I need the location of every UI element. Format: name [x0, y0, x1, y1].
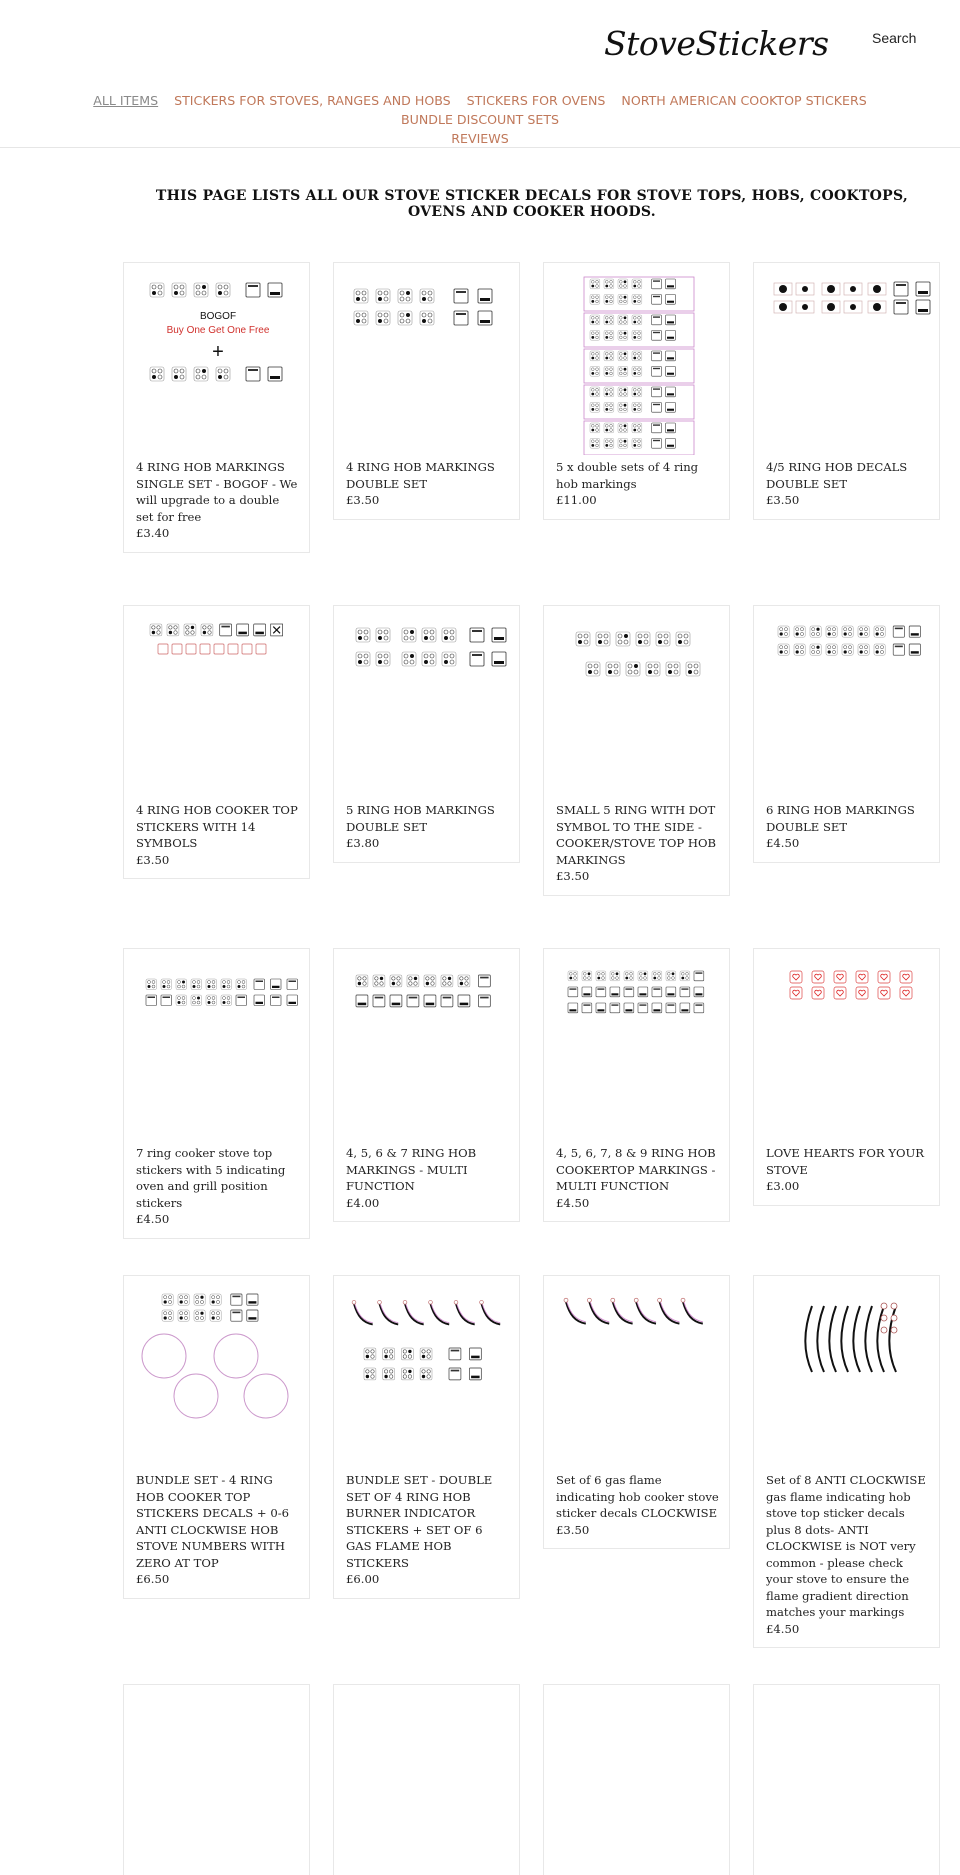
product-card[interactable] — [123, 948, 310, 1239]
product-title[interactable]: 4/5 RING HOB DECALS DOUBLE SET — [766, 460, 908, 491]
product-title[interactable]: 4 RING HOB COOKER TOP STICKERS WITH 14 SYMBOLS — [136, 803, 298, 850]
product-title[interactable]: 7 ring cooker stove top stickers with 5 indicating oven and grill position stickers — [136, 1146, 286, 1210]
product-card[interactable] — [123, 1684, 310, 1875]
site-logo[interactable]: StoveStickers — [604, 24, 829, 63]
product-title[interactable]: 5 x double sets of 4 ring hob markings — [556, 460, 699, 491]
product-title[interactable]: 6 RING HOB MARKINGS DOUBLE SET — [766, 803, 915, 834]
product-price: £4.50 — [766, 836, 800, 850]
product-price: £6.00 — [346, 1572, 380, 1586]
product-card[interactable] — [543, 262, 730, 520]
product-image[interactable] — [334, 606, 519, 802]
product-card[interactable] — [543, 605, 730, 896]
product-title[interactable]: 4, 5, 6 & 7 RING HOB MARKINGS - MULTI FUNCTION — [346, 1146, 477, 1193]
bogof-label: BOGOF — [199, 311, 237, 322]
product-price: £3.50 — [556, 1522, 590, 1537]
product-image[interactable] — [544, 606, 729, 802]
product-title[interactable]: 4 RING HOB MARKINGS SINGLE SET - BOGOF - We will upgrade to a double set for free — [136, 460, 298, 524]
product-image[interactable] — [124, 606, 309, 802]
product-card[interactable] — [333, 948, 520, 1222]
product-price: £4.00 — [346, 1195, 380, 1210]
nav-item-north-american-cooktop[interactable]: NORTH AMERICAN COOKTOP STICKERS — [621, 93, 867, 108]
site-header — [0, 0, 960, 148]
nav-item-all-items[interactable]: ALL ITEMS — [93, 93, 159, 108]
nav-item-bundle-discount-sets[interactable]: BUNDLE DISCOUNT SETS — [400, 112, 560, 127]
product-card[interactable] — [543, 1275, 730, 1549]
search-link[interactable]: Search — [872, 30, 917, 46]
product-image[interactable] — [334, 949, 519, 1145]
product-card[interactable] — [123, 262, 310, 553]
product-price: £3.80 — [346, 836, 380, 850]
product-image[interactable] — [544, 263, 729, 459]
product-card[interactable] — [753, 1684, 940, 1875]
bogof-subtitle: Buy One Get One Free — [166, 325, 270, 336]
product-card[interactable] — [123, 605, 310, 879]
product-price: £11.00 — [556, 493, 597, 507]
product-card[interactable] — [753, 1275, 940, 1648]
product-price: £4.50 — [136, 1212, 170, 1226]
product-card[interactable] — [753, 262, 940, 520]
product-price: £3.50 — [766, 493, 800, 507]
product-image[interactable] — [124, 1276, 309, 1472]
product-title[interactable]: BUNDLE SET - 4 RING HOB COOKER TOP STICKERS DECALS + 0-6 ANTI CLOCKWISE HOB STOVE NUMBERS WITH ZERO AT TOP — [136, 1473, 290, 1570]
product-card[interactable] — [123, 1275, 310, 1599]
product-price: £4.50 — [766, 1621, 800, 1636]
product-card[interactable] — [543, 948, 730, 1222]
product-card[interactable] — [753, 948, 940, 1206]
product-title[interactable]: 4 RING HOB MARKINGS DOUBLE SET — [346, 460, 495, 491]
product-card[interactable] — [333, 1684, 520, 1875]
nav-item-stoves-ranges-hobs[interactable]: STICKERS FOR STOVES, RANGES AND HOBS — [174, 93, 451, 108]
page-intro: THIS PAGE LISTS ALL OUR STOVE STICKER DECALS FOR STOVE TOPS, HOBS, COOKTOPS, OVENS AND COOKER HOODS. — [155, 188, 909, 220]
product-price: £3.40 — [136, 526, 170, 540]
product-card[interactable] — [753, 605, 940, 863]
product-title[interactable]: 5 RING HOB MARKINGS DOUBLE SET — [346, 803, 495, 834]
product-image[interactable] — [124, 263, 309, 459]
product-image[interactable] — [544, 1276, 729, 1472]
product-title[interactable]: LOVE HEARTS FOR YOUR STOVE — [766, 1146, 924, 1177]
product-card[interactable] — [333, 262, 520, 520]
product-title[interactable]: 4, 5, 6, 7, 8 & 9 RING HOB COOKERTOP MARKINGS - MULTI FUNCTION — [556, 1146, 716, 1193]
product-image[interactable] — [754, 606, 939, 802]
product-image[interactable] — [334, 263, 519, 459]
product-title[interactable]: BUNDLE SET - DOUBLE SET OF 4 RING HOB BURNER INDICATOR STICKERS + SET OF 6 GAS FLAME HOB STICKERS — [346, 1473, 493, 1570]
product-price: £3.00 — [766, 1179, 800, 1193]
product-price: £6.50 — [136, 1572, 170, 1586]
product-price: £3.50 — [556, 869, 590, 883]
product-image[interactable] — [754, 263, 939, 459]
svg-text:+: + — [212, 341, 224, 363]
product-price: £4.50 — [556, 1195, 590, 1210]
product-image[interactable] — [754, 949, 939, 1145]
product-image[interactable] — [124, 949, 309, 1145]
product-title[interactable]: Set of 6 gas flame indicating hob cooker stove sticker decals CLOCKWISE — [556, 1473, 719, 1520]
product-image[interactable] — [544, 949, 729, 1145]
nav-item-reviews[interactable]: REVIEWS — [451, 131, 509, 146]
main-nav — [0, 91, 960, 148]
product-card[interactable] — [333, 605, 520, 863]
product-title[interactable]: Set of 8 ANTI CLOCKWISE gas flame indicating hob stove top sticker decals plus 8 dots- ANTI CLOCKWISE is NOT very common - please check your stove to ensure the flame gradient direction matches your markings — [766, 1473, 926, 1619]
product-image[interactable] — [754, 1276, 939, 1472]
product-image[interactable] — [334, 1276, 519, 1472]
product-price: £3.50 — [136, 852, 170, 867]
product-title[interactable]: SMALL 5 RING WITH DOT SYMBOL TO THE SIDE - COOKER/STOVE TOP HOB MARKINGS — [556, 803, 716, 867]
product-card[interactable] — [333, 1275, 520, 1599]
product-card[interactable] — [543, 1684, 730, 1875]
product-price: £3.50 — [346, 493, 380, 507]
nav-item-ovens[interactable]: STICKERS FOR OVENS — [466, 93, 606, 108]
